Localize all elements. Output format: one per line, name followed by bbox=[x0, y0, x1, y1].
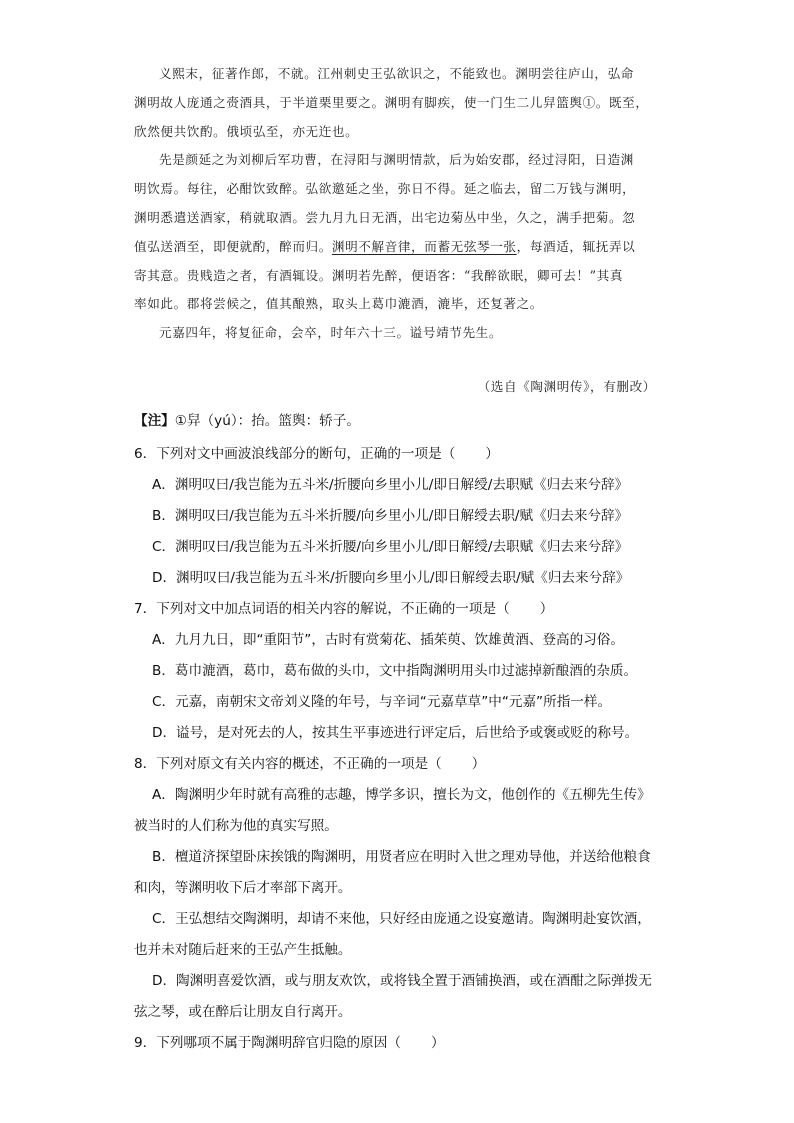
question-7-stem bbox=[134, 597, 553, 617]
question-8-option-b: B．檀道济探望卧床挨饿的陶渊明，用贤者应在明时入世之理劝导他，并送给他粮食 bbox=[152, 849, 651, 865]
question-8-option-c: C．王弘想结交陶渊明，却请不来他，只好经由庞通之设宴邀请。陶渊明赴宴饮酒， bbox=[152, 911, 651, 927]
classical-passage bbox=[134, 60, 680, 348]
question-stem-text: 8．下列对原文有关内容的概述，不正确的一项是（ bbox=[134, 756, 442, 772]
passage-line: 元嘉四年，将复征命，会卒，时年六十三。谥号靖节先生。 bbox=[159, 325, 503, 341]
passage-line: 渊明故人庞通之赍酒具，于半道栗里要之。渊明有脚疾，使一门生二儿舁篮舆①。既至， bbox=[134, 94, 649, 110]
question-7-option-c: C．元嘉，南朝宋文帝刘义隆的年号，与辛词“元嘉草草”中“元嘉”所指一样。 bbox=[152, 694, 612, 710]
question-stem-end: ） bbox=[539, 601, 554, 617]
passage-paragraph-1 bbox=[134, 60, 680, 146]
passage-source: （选自《陶渊明传》，有删改） bbox=[477, 379, 656, 394]
passage-text: 值弘送酒至，即便就酌，醉而归。 bbox=[134, 238, 332, 254]
passage-line: 渊明悉遣送酒家，稍就取酒。尝九月九日无酒，出宅边菊丛中坐，久之，满手把菊。忽 bbox=[134, 209, 636, 225]
passage-line: 率如此。郡将尝候之，值其酿熟，取头上葛巾漉酒，漉毕，还复著之。 bbox=[134, 296, 544, 312]
question-stem-end: ） bbox=[485, 446, 499, 462]
question-8-stem bbox=[134, 752, 485, 772]
question-8-option-a: A．陶渊明少年时就有高雅的志趣，博学多识，擅长为文，他创作的《五柳先生传》 bbox=[152, 787, 651, 803]
question-8-option-c-continued: 也并未对随后赶来的王弘产生抵触。 bbox=[134, 942, 352, 958]
question-6-option-b: B．渊明叹曰/我岂能为五斗米折腰/向乡里小儿/即日解绶去职/赋《归去来兮辞》 bbox=[152, 508, 629, 524]
question-stem-text: 9．下列哪项不属于陶渊明辞官归隐的原因（ bbox=[134, 1035, 401, 1051]
question-stem-end: ） bbox=[471, 756, 486, 772]
question-9-stem bbox=[134, 1031, 445, 1051]
passage-line: 先是颜延之为刘柳后军功曹，在浔阳与渊明情款，后为始安郡，经过浔阳，日造渊 bbox=[159, 152, 634, 168]
passage-paragraph-2 bbox=[134, 146, 680, 319]
question-6-stem bbox=[134, 442, 499, 462]
question-8-option-b-continued: 和肉，等渊明收下后才率部下离开。 bbox=[134, 880, 352, 896]
question-8-option-d-continued: 弦之琴，或在醉后让朋友自行离开。 bbox=[134, 1004, 352, 1020]
passage-text: ，每酒适，辄抚弄以 bbox=[516, 238, 636, 254]
passage-line: 寄其意。贵贱造之者，有酒辄设。渊明若先醉，便语客：“我醉欲眠，卿可去！”其真 bbox=[134, 267, 624, 283]
wavy-underlined-sentence: 渊明不解音律，而蓄无弦琴一张 bbox=[331, 238, 517, 254]
note-text: ①舁（yú）：抬。篮舆：轿子。 bbox=[174, 413, 360, 429]
note-tag: 【注】 bbox=[134, 413, 175, 429]
question-8-option-a-continued: 被当时的人们称为他的真实写照。 bbox=[134, 818, 338, 834]
passage-paragraph-3 bbox=[134, 319, 680, 348]
question-stem-end: ） bbox=[430, 1035, 445, 1051]
question-6-option-a: A．渊明叹曰/我岂能为五斗米/折腰向乡里小儿/即日解绶/去职赋《归去来兮辞》 bbox=[152, 477, 629, 493]
passage-line bbox=[134, 233, 680, 262]
question-stem-text: 7．下列对文中加点词语的相关内容的解说，不正确的一项是（ bbox=[134, 601, 510, 617]
question-stem-text: 6．下列对文中画波浪线部分的断句，正确的一项是（ bbox=[134, 446, 456, 462]
question-7-option-a: A．九月九日，即“重阳节”，古时有赏菊花、插茱萸、饮雄黄酒、登高的习俗。 bbox=[152, 632, 624, 648]
annotation-note bbox=[134, 409, 360, 429]
passage-line: 欣然便共饮酌。俄顷弘至，亦无迕也。 bbox=[134, 123, 359, 139]
question-6-option-d: D．渊明叹曰/我岂能为五斗米/折腰向乡里小儿/即日解绶去职/赋《归去来兮辞》 bbox=[152, 570, 630, 586]
passage-line: 明饮焉。每往，必酣饮致醉。弘欲邀延之坐，弥日不得。延之临去，留二万钱与渊明， bbox=[134, 181, 636, 197]
passage-line: 义熙末，征著作郎，不就。江州刺史王弘欲识之，不能致也。渊明尝往庐山，弘命 bbox=[159, 66, 634, 81]
question-8-option-d: D．陶渊明喜爱饮酒，或与朋友欢饮，或将钱全置于酒铺换酒，或在酒酣之际弹拨无 bbox=[152, 973, 652, 989]
question-7-option-b: B．葛巾漉酒，葛巾，葛布做的头巾，文中指陶渊明用头巾过滤掉新酿酒的杂质。 bbox=[152, 663, 638, 679]
question-7-option-d: D．谥号，是对死去的人，按其生平事迹进行评定后，后世给予或褒或贬的称号。 bbox=[152, 725, 639, 741]
question-6-option-c: C．渊明叹曰/我岂能为五斗米折腰/向乡里小儿/即日解绶/去职赋《归去来兮辞》 bbox=[152, 539, 629, 555]
